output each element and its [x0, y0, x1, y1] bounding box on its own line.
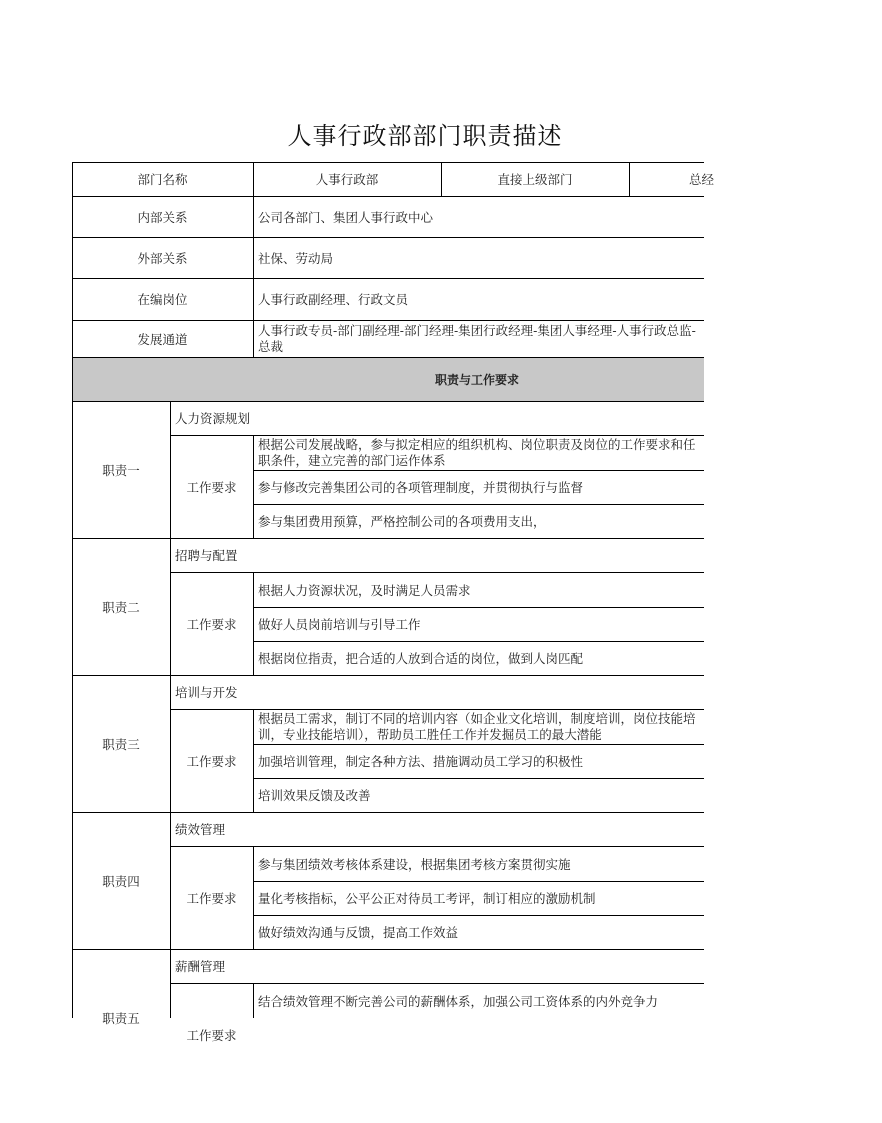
- grid-line: [72, 357, 704, 358]
- grid-line: [253, 709, 254, 812]
- grid-line: [170, 401, 171, 1018]
- career-path-value: 人事行政专员-部门副经理-部门经理-集团行政经理-集团人事经理-人事行政总监-总裁: [258, 322, 696, 354]
- grid-line: [253, 572, 254, 675]
- grid-line: [253, 778, 704, 779]
- staff-positions-label: 在编岗位: [137, 292, 188, 307]
- internal-relations-value: 公司各部门、集团人事行政中心: [258, 209, 434, 225]
- duty-2-item-2: 做好人员岗前培训与引导工作: [258, 617, 421, 632]
- grid-line: [253, 504, 704, 505]
- grid-line: [253, 641, 704, 642]
- career-path-label: 发展通道: [137, 331, 188, 347]
- duty-2-work-req-label: 工作要求: [186, 616, 237, 632]
- section-header: 职责与工作要求: [434, 372, 519, 387]
- grid-line: [253, 435, 254, 538]
- grid-line: [253, 744, 704, 745]
- grid-line: [253, 915, 704, 916]
- career-path-cell: [253, 320, 704, 357]
- dept-name-value: 人事行政部: [315, 172, 379, 187]
- duty-3-label: 职责三: [102, 736, 140, 752]
- duty-1-item-3: 参与集团费用预算，严格控制公司的各项费用支出，: [258, 514, 546, 529]
- page-title: 人事行政部部门职责描述: [287, 122, 563, 150]
- duty-4-item-3: 做好绩效沟通与反馈，提高工作效益: [258, 925, 459, 940]
- grid-line: [170, 572, 704, 573]
- duty-2-topic: 招聘与配置: [175, 548, 238, 563]
- grid-line: [253, 607, 704, 608]
- grid-line: [170, 709, 704, 710]
- grid-line: [629, 162, 630, 196]
- grid-line: [253, 470, 704, 471]
- duty-2-item-3: 根据岗位指责，把合适的人放到合适的岗位，做到人岗匹配: [258, 651, 584, 666]
- duty-4-item-2: 量化考核指标，公平公正对待员工考评，制订相应的激励机制: [258, 891, 596, 906]
- dept-name-label: 部门名称: [137, 172, 188, 187]
- duty-4-topic: 绩效管理: [175, 822, 226, 837]
- grid-line: [72, 237, 704, 238]
- duty-1-label: 职责一: [102, 462, 140, 478]
- duty-4-item-1: 参与集团绩效考核体系建设，根据集团考核方案贯彻实施: [258, 856, 571, 872]
- duty-1-item-2: 参与修改完善集团公司的各项管理制度，并贯彻执行与监督: [258, 480, 584, 495]
- staff-positions-value: 人事行政副经理、行政文员: [258, 292, 409, 307]
- grid-line: [72, 949, 704, 950]
- grid-line: [72, 538, 704, 539]
- duty-4-label: 职责四: [102, 873, 140, 889]
- grid-line: [170, 846, 704, 847]
- duty-1-item-1-cell: [253, 435, 704, 470]
- duty-table: [72, 162, 715, 1043]
- external-relations-value: 社保、劳动局: [258, 250, 334, 266]
- grid-line: [253, 881, 704, 882]
- grid-line: [72, 812, 704, 813]
- external-relations-label: 外部关系: [137, 250, 188, 266]
- grid-line: [170, 435, 704, 436]
- duty-2-item-1: 根据人力资源状况，及时满足人员需求: [258, 582, 471, 598]
- duty-2-label: 职责二: [102, 599, 140, 615]
- duty-3-topic: 培训与开发: [175, 685, 238, 700]
- superior-dept-label: 直接上级部门: [497, 172, 573, 187]
- grid-line: [253, 983, 254, 1018]
- superior-dept-value: 总经: [689, 172, 715, 187]
- duty-3-item-3: 培训效果反馈及改善: [258, 788, 371, 803]
- duty-1-item-1: 根据公司发展战略，参与拟定相应的组织机构、岗位职责及岗位的工作要求和任职条件，建立完善的部门运作体系: [258, 436, 696, 468]
- grid-line: [72, 196, 704, 197]
- duty-5-item-1: 结合绩效管理不断完善公司的薪酬体系，加强公司工资体系的内外竞争力: [258, 993, 659, 1009]
- internal-relations-label: 内部关系: [137, 209, 188, 225]
- grid-line: [253, 846, 254, 949]
- duty-1-topic: 人力资源规划: [175, 411, 251, 426]
- duty-1-work-req-label: 工作要求: [186, 479, 237, 495]
- duty-4-work-req-label: 工作要求: [186, 890, 237, 906]
- grid-line: [72, 162, 73, 1018]
- duty-5-work-req-label: 工作要求: [186, 1027, 237, 1043]
- duty-3-item-1-cell: [253, 709, 704, 744]
- duty-3-item-1: 根据员工需求，制订不同的培训内容（如企业文化培训，制度培训，岗位技能培训，专业技能培训），帮助员工胜任工作并发掘员工的最大潜能: [258, 710, 696, 742]
- duty-5-topic: 薪酬管理: [175, 959, 226, 974]
- grid-line: [72, 401, 704, 402]
- grid-line: [72, 162, 704, 163]
- grid-line: [72, 320, 704, 321]
- grid-line: [253, 162, 254, 357]
- duty-3-item-2: 加强培训管理，制定各种方法、措施调动员工学习的积极性: [258, 754, 584, 769]
- grid-line: [170, 983, 704, 984]
- grid-line: [441, 162, 442, 196]
- duty-3-work-req-label: 工作要求: [186, 753, 237, 769]
- grid-line: [72, 675, 704, 676]
- grid-line: [72, 278, 704, 279]
- duty-5-label: 职责五: [102, 1010, 140, 1026]
